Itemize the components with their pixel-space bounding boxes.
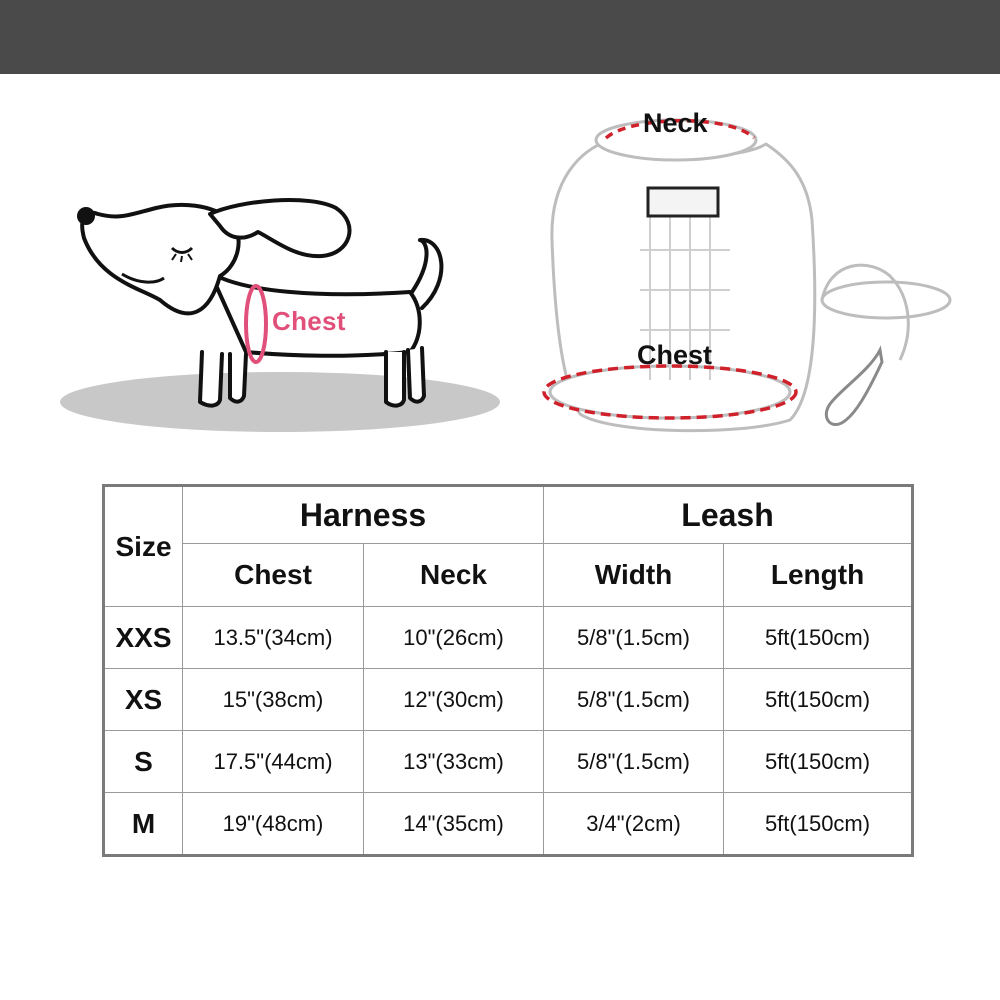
dog-leg-back-right bbox=[408, 348, 424, 402]
dog-nose bbox=[77, 207, 95, 225]
width-cell: 3/4"(2cm) bbox=[544, 793, 724, 856]
leash-clip bbox=[826, 350, 882, 425]
neck-cell: 12"(30cm) bbox=[364, 669, 544, 731]
top-banner bbox=[0, 0, 1000, 74]
dog-leg-front-left bbox=[200, 352, 222, 406]
size-cell: XS bbox=[104, 669, 183, 731]
neck-cell: 14"(35cm) bbox=[364, 793, 544, 856]
size-header: Size bbox=[104, 486, 183, 607]
leash-header: Leash bbox=[544, 486, 913, 544]
table-header-row bbox=[104, 486, 913, 544]
width-cell: 5/8"(1.5cm) bbox=[544, 669, 724, 731]
dog-leg-front-right bbox=[230, 354, 246, 402]
length-cell: 5ft(150cm) bbox=[724, 793, 913, 856]
length-cell: 5ft(150cm) bbox=[724, 607, 913, 669]
harness-neck-label: Neck bbox=[643, 108, 708, 138]
neck-cell: 10"(26cm) bbox=[364, 607, 544, 669]
dog-leg-back-left bbox=[386, 352, 404, 406]
chest-cell: 17.5"(44cm) bbox=[183, 731, 364, 793]
length-cell: 5ft(150cm) bbox=[724, 731, 913, 793]
width-column-header: Width bbox=[544, 544, 724, 607]
leash-coil bbox=[822, 282, 950, 318]
table-row bbox=[104, 731, 913, 793]
dog-illustration bbox=[60, 180, 540, 440]
neck-cell: 13"(33cm) bbox=[364, 731, 544, 793]
chest-column-header: Chest bbox=[183, 544, 364, 607]
harness-drawing bbox=[540, 100, 980, 450]
width-cell: 5/8"(1.5cm) bbox=[544, 607, 724, 669]
width-cell: 5/8"(1.5cm) bbox=[544, 731, 724, 793]
dog-tail bbox=[412, 240, 441, 308]
length-cell: 5ft(150cm) bbox=[724, 669, 913, 731]
neck-column-header: Neck bbox=[364, 544, 544, 607]
harness-illustration bbox=[540, 100, 980, 450]
chest-cell: 15"(38cm) bbox=[183, 669, 364, 731]
size-chart-table bbox=[102, 484, 914, 857]
chest-cell: 19"(48cm) bbox=[183, 793, 364, 856]
table-row bbox=[104, 793, 913, 856]
table-subheader-row bbox=[104, 544, 913, 607]
harness-chest-label: Chest bbox=[637, 340, 713, 370]
table-row bbox=[104, 607, 913, 669]
harness-header: Harness bbox=[183, 486, 544, 544]
dog-chest-label: Chest bbox=[272, 306, 346, 336]
table-row bbox=[104, 669, 913, 731]
size-cell: XXS bbox=[104, 607, 183, 669]
length-column-header: Length bbox=[724, 544, 913, 607]
dog-shadow bbox=[60, 372, 500, 432]
size-cell: M bbox=[104, 793, 183, 856]
chest-cell: 13.5"(34cm) bbox=[183, 607, 364, 669]
harness-name-tag bbox=[648, 188, 718, 216]
size-cell: S bbox=[104, 731, 183, 793]
